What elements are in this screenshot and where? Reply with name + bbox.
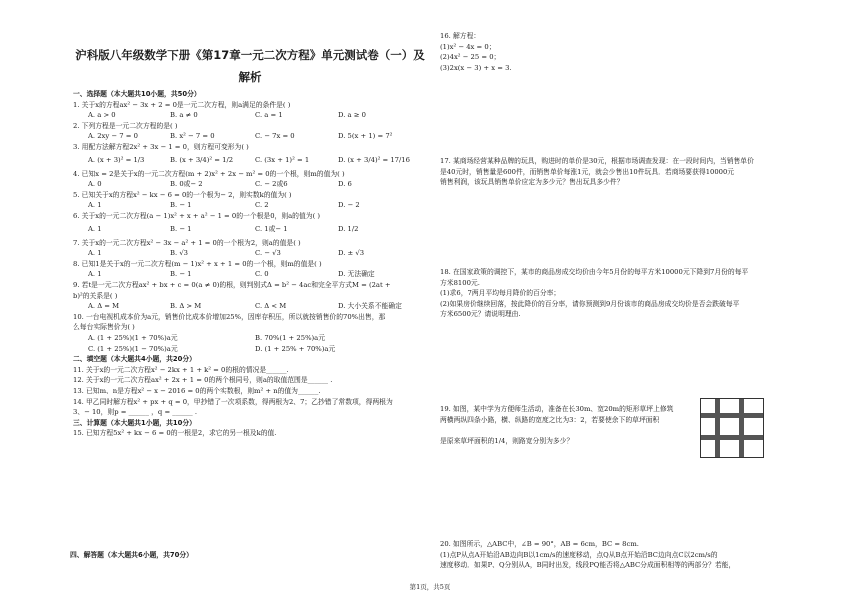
question-line: 17. 某商场经营某种品牌的玩具，购进时的单价是30元，根据市场调查发现：在一段时间内，当销售单价 (440, 157, 754, 165)
option-d: D. 6 (338, 180, 352, 189)
option-c: C. − 7x = 0 (255, 132, 295, 141)
option-d: D. 大小关系不能确定 (338, 302, 402, 311)
question-line: 10. 一台电视机成本价为a元，销售价比成本价增加25%，因库存积压，所以就按销售价的70%出售，那 (73, 312, 386, 321)
section-heading: 一、选择题（本大题共10小题，共50分） (73, 90, 201, 98)
option-d: D. ± √3 (338, 249, 365, 258)
question-line: 11. 关于x的一元二次方程x² − 2kx + 1 + k² = 0的根的情况是______. (73, 365, 289, 374)
title-line-2: 解析 (238, 70, 262, 84)
question-line: (3)2x(x − 3) + x = 3. (440, 63, 512, 72)
question-line: 么每台实际售价为( ) (73, 323, 135, 332)
vertical-path (715, 399, 720, 457)
question-line: 5. 已知关于x的方程x² − kx − 6 = 0的一个根为− 2，则实数k的值为( ) (73, 190, 292, 199)
question-line: (1)点P从点A开始沿AB边向B以1cm/s的速度移动，点Q从B点开始沿BC边向点C以2cm/s的 (440, 550, 718, 559)
question-line: 2. 下列方程是一元二次方程的是( ) (73, 121, 178, 130)
option-a: A. 0 (88, 180, 102, 189)
section-heading: 三、计算题（本大题共1小题，共10分） (73, 418, 196, 427)
option-d: D. 1/2 (338, 224, 359, 233)
page-footer: 第1页，共5页 (409, 583, 451, 591)
horizontal-path (701, 435, 763, 440)
question-line: (1)x² − 4x = 0； (440, 42, 496, 51)
question-line: 12. 关于x的一元二次方程ax² + 2x + 1 = 0的两个根同号，则a的取值范围是______ . (73, 376, 333, 385)
question-line: 3. 用配方法解方程2x² + 3x − 1 = 0，则方程可变形为( ) (73, 143, 249, 151)
title-line-1: 沪科版八年级数学下册《第17章一元二次方程》单元测试卷（一）及 (75, 48, 425, 62)
option-a: A. (x + 3)² = 1/3 (88, 155, 145, 164)
option-b: B. − 1 (170, 270, 192, 279)
option-d: D. (x + 3/4)² = 17/16 (338, 155, 410, 164)
option-c: C. − √3 (255, 249, 281, 258)
question-line: 15. 已知方程5x² + kx − 6 = 0的一根是2，求它的另一根及k的值. (73, 429, 277, 438)
question-line: (2)4x² − 25 = 0； (440, 53, 501, 62)
option-c: C. Δ < M (255, 302, 287, 311)
question-line: 20. 如图所示，△ABC中，∠B = 90°，AB = 6cm，BC = 8cm. (440, 540, 639, 548)
option-b: B. 0或− 2 (170, 180, 203, 189)
option-b: B. − 1 (170, 224, 192, 233)
option-b: B. x² − 7 = 0 (170, 132, 215, 141)
option-b: B. (x + 3/4)² = 1/2 (170, 155, 234, 164)
question-line: (2)如果房价继续回落，按此降价的百分率，请你预测到9月份该市的商品房成交均价是否会跌破每平 (440, 299, 740, 308)
question-line: 方米6500元？请说明理由. (440, 310, 521, 319)
option-a: A. Δ = M (88, 302, 120, 311)
option-c: C. (3x + 1)² = 1 (255, 155, 310, 164)
question-line: 16. 解方程： (440, 32, 481, 40)
option-c: C. 2 (255, 201, 269, 210)
option-a: A. 2xy − 7 = 0 (88, 132, 138, 141)
question-line: 1. 关于x的方程ax² − 3x + 2 = 0是一元二次方程，则a满足的条件是( ) (73, 100, 291, 109)
question-line: 方米8100元. (440, 278, 480, 287)
question-line: 14. 甲乙同时解方程x² + px + q = 0，甲抄错了一次项系数，得两根为2、7；乙抄错了常数项，得两根为 (73, 397, 393, 406)
question-line: 18. 在国家政策的调控下，某市的商品房成交均价由今年5月份的每平方米10000元下降到7月份的每平 (440, 268, 749, 276)
question-line: 7. 关于x的一元二次方程x² − 3x − a² + 1 = 0的一个根为2，则a的值是( ) (73, 238, 301, 247)
question-line: 6. 关于x的一元二次方程(a − 1)x² + x + a² − 1 = 0的一个根是0，则a的值为( ) (73, 212, 321, 220)
option-b: B. √3 (170, 249, 188, 258)
option-b: B. a ≠ 0 (170, 111, 198, 120)
option-d: D. 5(x + 1) = 7² (338, 132, 393, 141)
question-line: 是40元时，销售量是600件，而销售单价每涨1元，就会少售出10件玩具．若商场要获得10000元 (440, 167, 735, 176)
question-line: 3、− 10，则p = ______ ，q = ______ . (73, 408, 198, 417)
option-c: C. 0 (255, 270, 269, 279)
option-a: A. 1 (88, 270, 102, 279)
question-line: 8. 已知1是关于x的一元二次方程(m − 1)x² + x + 1 = 0的一个根，则m的值是( ) (73, 259, 322, 268)
vertical-path (739, 399, 744, 457)
option-c: C. 1或− 1 (255, 224, 288, 233)
question-line: 9. 若t是一元二次方程ax² + bx + c = 0(a ≠ 0)的根，则判别式Δ = b² − 4ac和完全平方式M = (2at + (73, 281, 391, 289)
lawn-diagram (700, 398, 764, 458)
option: A. (1 + 25%)(1 + 70%)a元 (88, 334, 178, 342)
question-line: 是原来草坪面积的1/4，则路宽分别为多少？ (440, 436, 574, 445)
section-4-heading: 四、解答题（本大题共6小题，共70分） (70, 551, 193, 559)
question-line: 两横两纵四条小路，横、纵路的宽度之比为3：2，若要使余下的草坪面积 (440, 415, 660, 424)
question-line: 13. 已知m、n是方程x² − x − 2016 = 0的两个实数根，则m² + n的值为______. (73, 387, 321, 395)
question-line: 销售利润，该玩具销售单价应定为多少元？售出玩具多少件？ (440, 178, 624, 187)
question-line: b)²的关系是( ) (73, 291, 118, 300)
option-d: D. − 2 (338, 201, 360, 210)
option: B. 70%(1 + 25%)a元 (255, 334, 326, 342)
option-a: A. 1 (88, 249, 102, 258)
question-line: (1)求6，7两月平均每月降价的百分率； (440, 289, 561, 298)
option-a: A. a > 0 (88, 111, 116, 120)
option-a: A. 1 (88, 224, 102, 233)
option-c: C. − 2或6 (255, 180, 288, 189)
section-heading: 二、填空题（本大题共4小题，共20分） (73, 355, 196, 364)
option: D. (1 + 25% + 70%)a元 (255, 344, 336, 353)
horizontal-path (701, 413, 763, 418)
question-line: 19. 如图，某中学为方便师生活动，准备在长30m、宽20m的矩形草坪上修筑 (440, 405, 674, 413)
option-b: B. Δ > M (170, 302, 202, 311)
option-b: B. − 1 (170, 201, 192, 210)
option-d: D. 无法确定 (338, 270, 375, 279)
question-line: 速度移动．如果P、Q分别从A，B同时出发，线段PQ能否将△ABC分成面积相等的两部分？若能， (440, 561, 736, 570)
option-a: A. 1 (88, 201, 102, 210)
option-c: C. a = 1 (255, 111, 283, 120)
document-title (60, 44, 440, 88)
option-d: D. a ≥ 0 (338, 111, 366, 120)
option: C. (1 + 25%)(1 − 70%)a元 (88, 344, 178, 353)
question-line: 4. 已知x = 2是关于x的一元二次方程(m + 2)x² + 2x − m² = 0的一个根，则m的值为( ) (73, 169, 345, 178)
